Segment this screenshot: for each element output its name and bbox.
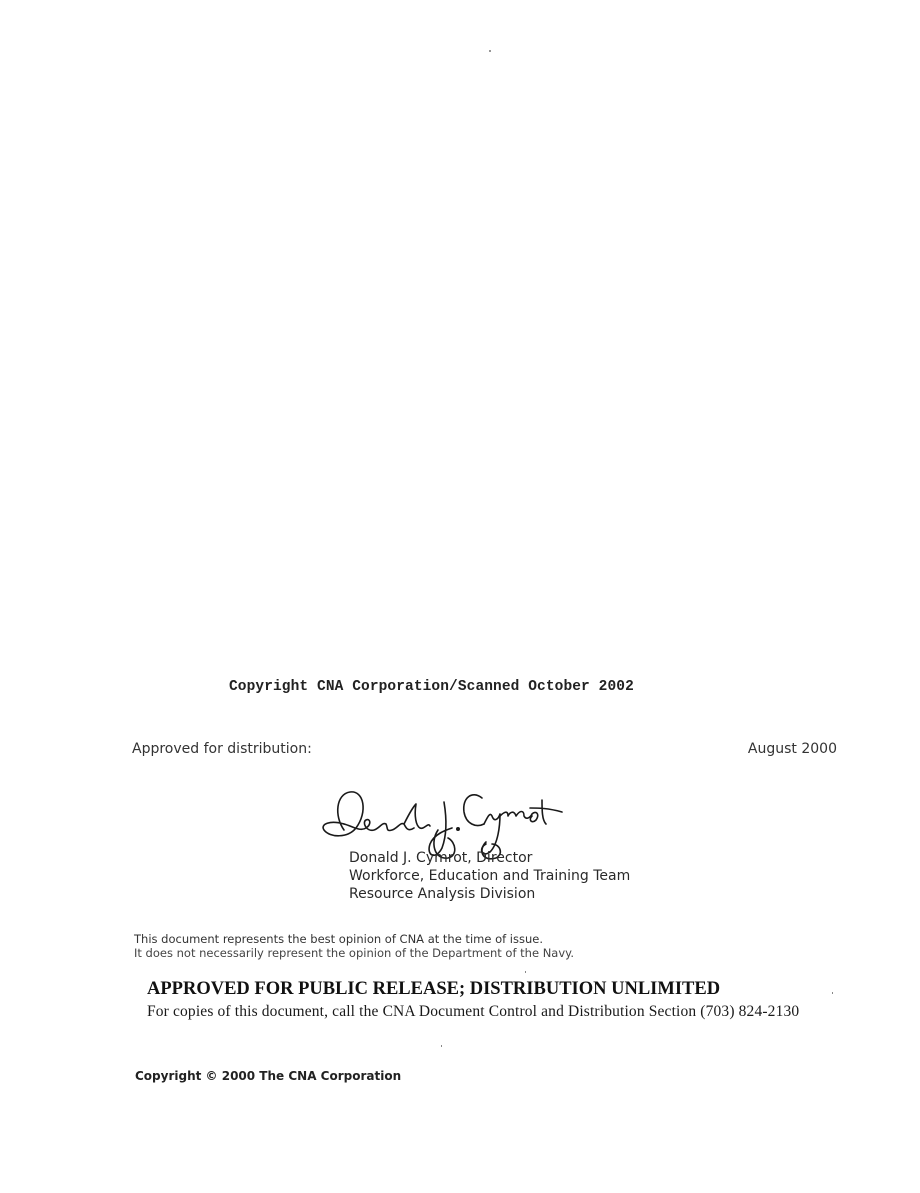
public-release-banner: APPROVED FOR PUBLIC RELEASE; DISTRIBUTION UNLIMITED (147, 979, 721, 999)
disclaimer-line-2: It does not necessarily represent the opinion of the Department of the Navy. (134, 946, 574, 960)
approval-label: Approved for distribution: (132, 741, 312, 757)
scan-copyright-stamp: Copyright CNA Corporation/Scanned October 2002 (229, 679, 634, 695)
approval-date: August 2000 (747, 741, 837, 757)
scan-speck (525, 971, 526, 973)
signatory-division: Resource Analysis Division (349, 886, 536, 902)
disclaimer-line-1: This document represents the best opinion of CNA at the time of issue. (134, 932, 544, 946)
scan-speck (489, 50, 491, 52)
signatory-name: Donald J. Cymrot, Director (349, 850, 533, 866)
scan-speck (441, 1045, 442, 1047)
signatory-team: Workforce, Education and Training Team (349, 868, 631, 884)
copyright-notice: Copyright © 2000 The CNA Corporation (135, 1069, 402, 1083)
scan-speck (832, 992, 833, 994)
document-copies-contact: For copies of this document, call the CNA Document Control and Distribution Section (703) 824-2130 (147, 1003, 800, 1020)
